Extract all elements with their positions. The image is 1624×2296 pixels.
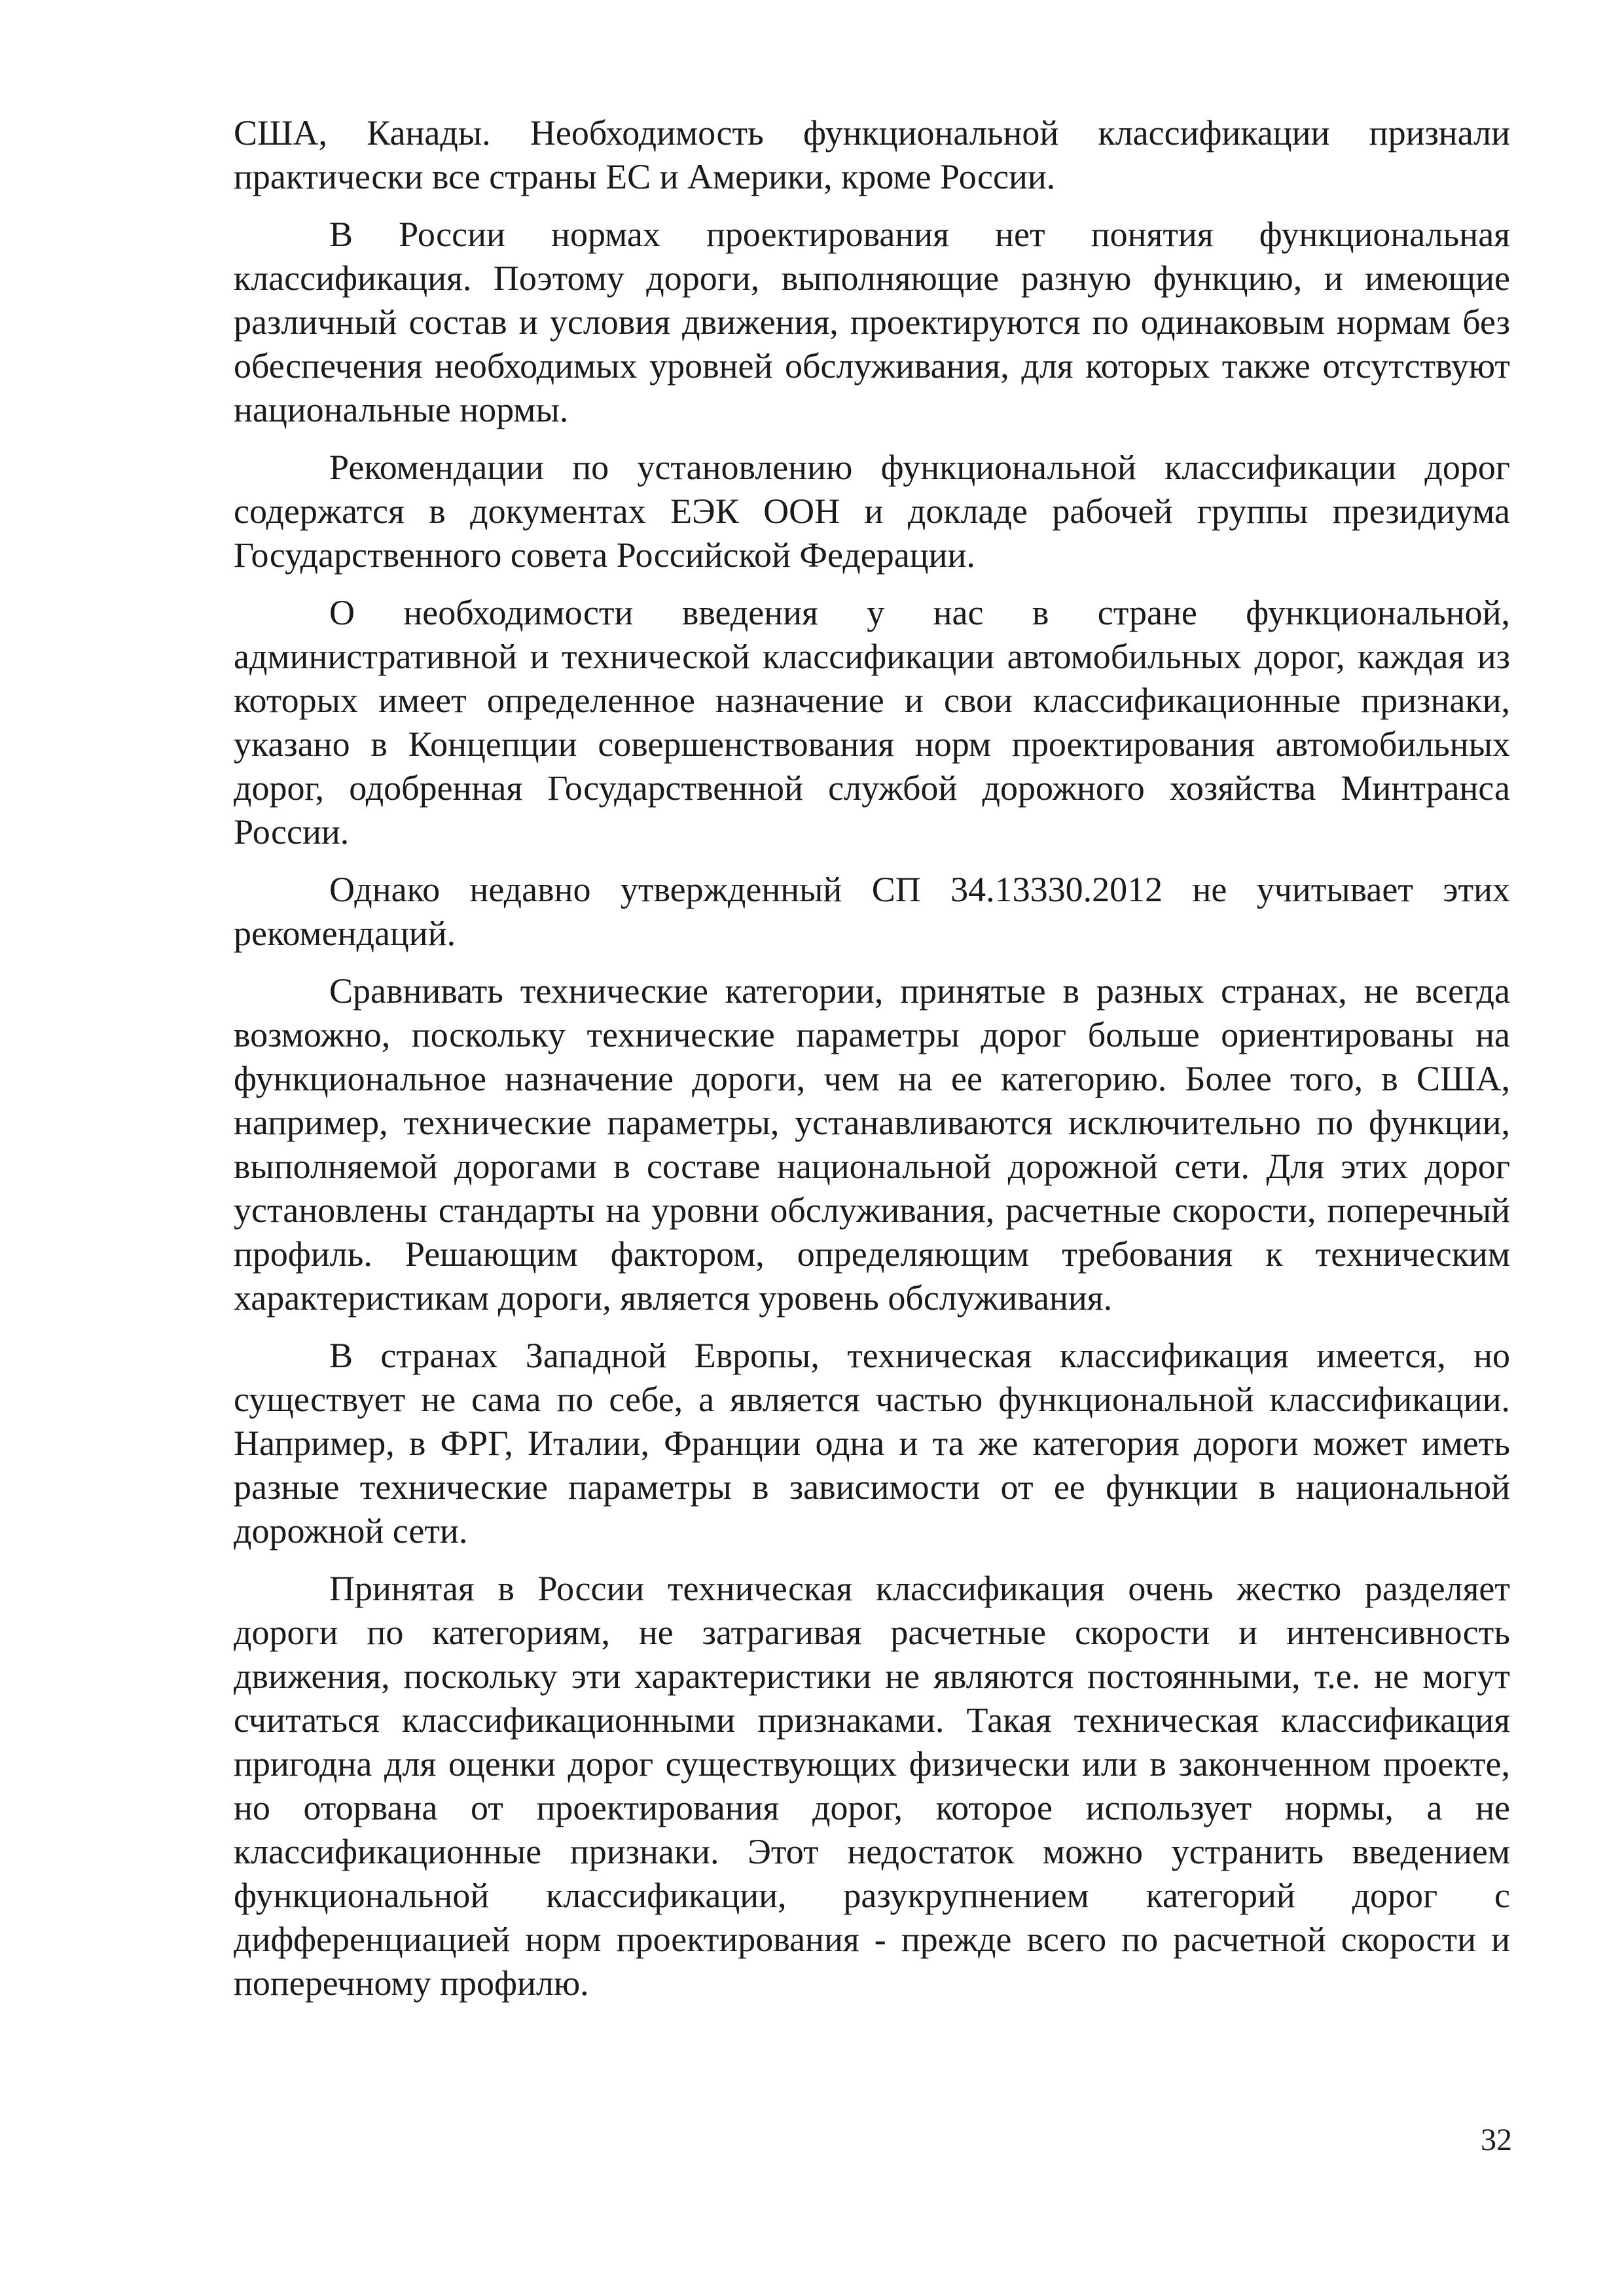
paragraph-1: США, Канады. Необходимость функциональной классификации признали практически все страны ЕС и Америки, кроме России. — [234, 113, 1510, 196]
paragraph-3: Рекомендации по установлению функциональной классификации дорог содержатся в документах ЕЭК ООН и докладе рабочей группы президиума Государственного совета Российской Федерации. — [234, 448, 1510, 575]
paragraph-2: В России нормах проектирования нет понятия функциональная классификация. Поэтому дороги, выполняющие разную функцию, и имеющие различный состав и условия движения, проектируются по одинаковым нормам без обеспечения необходимых уровней обслуживания, для которых также отсутствуют национальные нормы. — [234, 215, 1510, 429]
paragraph-4: О необходимости введения у нас в стране функциональной, административной и технической классификации автомобильных дорог, каждая из которых имеет определенное назначение и свои классификационные признаки, указано в Концепции совершенствования норм проектирования автомобильных дорог, одобренная Государственной службой дорожного хозяйства Минтранса России. — [234, 593, 1510, 852]
paragraph-8: Принятая в России техническая классификация очень жестко разделяет дороги по категориям, не затрагивая расчетные скорости и интенсивность движения, поскольку эти характеристики не являются постоянными, т.е. не могут считаться классификационными признаками. Такая техническая классификация пригодна для оценки дорог существующих физически или в законченном проекте, но оторвана от проектирования дорог, которое использует нормы, а не классификационные признаки. Этот недостаток можно устранить введением функциональной классификации, разукрупнением категорий дорог с дифференциацией норм проектирования - прежде всего по расчетной скорости и поперечному профилю. — [234, 1569, 1510, 2003]
paragraph-5: Однако недавно утвержденный СП 34.13330.2012 не учитывает этих рекомендаций. — [234, 870, 1510, 953]
page-number: 32 — [1481, 2123, 1512, 2157]
paragraph-6: Сравнивать технические категории, принятые в разных странах, не всегда возможно, поскольку технические параметры дорог больше ориентированы на функциональное назначение дороги, чем на ее категорию. Более того, в США, например, технические параметры, устанавливаются исключительно по функции, выполняемой дорогами в составе национальной дорожной сети. Для этих дорог установлены стандарты на уровни обслуживания, расчетные скорости, поперечный профиль. Решающим фактором, определяющим требования к техническим характеристикам дороги, является уровень обслуживания. — [234, 971, 1510, 1318]
document-body — [234, 111, 1510, 2019]
paragraph-7: В странах Западной Европы, техническая классификация имеется, но существует не сама по себе, а является частью функциональной классификации. Например, в ФРГ, Италии, Франции одна и та же категория дороги может иметь разные технические параметры в зависимости от ее функции в национальной дорожной сети. — [234, 1336, 1510, 1551]
